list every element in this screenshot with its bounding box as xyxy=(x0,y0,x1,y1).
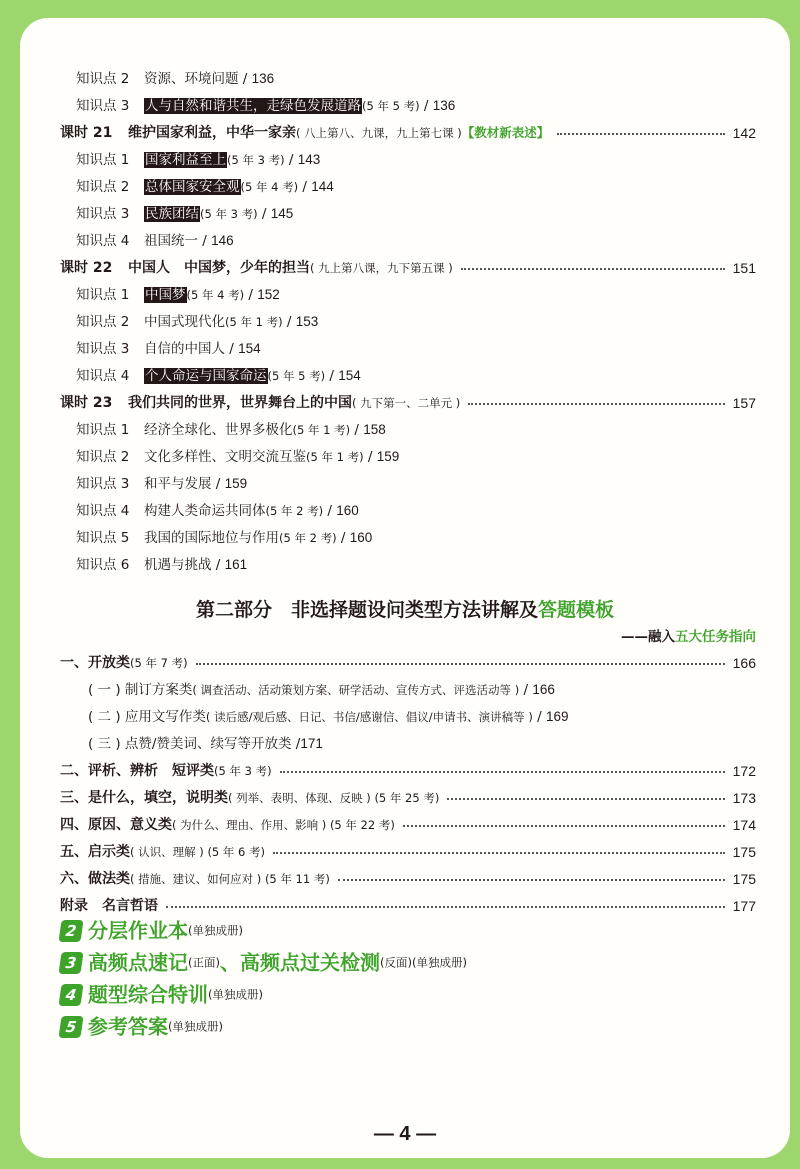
section-note: ( 认识、理解 ) (5 年 6 考) xyxy=(130,845,266,859)
part2-title xyxy=(20,595,790,622)
section-text xyxy=(88,677,555,703)
entry-page: 158 xyxy=(363,422,386,437)
entry-title-highlight: 个人命运与国家命运 xyxy=(145,368,267,384)
entry-title-highlight: 民族团结 xyxy=(145,206,199,222)
lesson-text xyxy=(128,120,549,146)
entry-page: 153 xyxy=(295,314,319,329)
entry-text xyxy=(144,228,234,254)
page-separator: / xyxy=(325,368,339,384)
entry-title-highlight: 人与自然和谐共生，走绿色发展道路 xyxy=(145,98,361,114)
toc-entry[interactable] xyxy=(20,309,790,335)
book-number-badge: 5 xyxy=(58,1016,83,1038)
leader-dots xyxy=(403,825,725,827)
entry-label: 知识点 1 xyxy=(76,152,130,168)
page-separator: / xyxy=(282,314,296,330)
entry-title: 我国的国际地位与作用 xyxy=(144,530,279,546)
page-separator: / xyxy=(519,682,533,698)
toc-subsection[interactable] xyxy=(20,704,790,730)
entry-label: 知识点 4 xyxy=(76,503,130,519)
new-textbook-tag: 【教材新表述】 xyxy=(461,125,550,140)
entry-label: 知识点 1 xyxy=(76,422,130,438)
companion-book-item[interactable] xyxy=(60,947,467,977)
section-title: 一、开放类 xyxy=(60,655,130,671)
exam-frequency: (5 年 1 考) xyxy=(292,423,351,437)
section-title: ( 三 ) 点赞/赞美词、续写等开放类 xyxy=(88,736,292,752)
book-note: (单独成册) xyxy=(188,923,243,938)
toc-entry[interactable] xyxy=(20,417,790,443)
entry-label: 知识点 3 xyxy=(76,98,130,114)
page-separator: / xyxy=(291,736,301,752)
book-title: 高频点速记 xyxy=(88,950,188,975)
lesson-title: 中国人 中国梦，少年的担当 xyxy=(128,260,310,276)
entry-page: 161 xyxy=(224,557,248,572)
section-page: 166 xyxy=(732,655,756,671)
exam-frequency: (5 年 5 考) xyxy=(267,369,326,383)
book-number-badge: 2 xyxy=(58,920,83,942)
toc-section[interactable] xyxy=(20,839,790,865)
book-title: 分层作业本 xyxy=(88,918,188,943)
entry-text xyxy=(144,471,247,497)
page-separator: / xyxy=(211,476,225,492)
section-title: 四、原因、意义类 xyxy=(60,817,172,833)
entry-label: 知识点 6 xyxy=(76,557,130,573)
page-separator: / xyxy=(211,557,225,573)
section-text xyxy=(60,758,272,784)
section-note: (5 年 3 考) xyxy=(214,764,272,778)
entry-label: 知识点 5 xyxy=(76,530,130,546)
leader-dots xyxy=(338,879,725,881)
section-page: 175 xyxy=(732,871,756,887)
lesson-heading[interactable] xyxy=(20,390,790,416)
entry-title-highlight: 总体国家安全观 xyxy=(145,179,240,195)
entry-title: 资源、环境问题 xyxy=(144,71,239,87)
entry-page: 159 xyxy=(376,449,400,464)
entry-text xyxy=(144,552,247,578)
lesson-source: ( 九上第八课，九下第五课 ) xyxy=(310,261,453,275)
lesson-title: 维护国家利益，中华一家亲 xyxy=(128,125,296,141)
companion-book-item[interactable] xyxy=(60,915,243,945)
book-title-secondary: 、高频点过关检测 xyxy=(219,950,380,975)
book-title: 参考答案 xyxy=(88,1014,168,1039)
page-separator: / xyxy=(419,98,433,114)
entry-page: 136 xyxy=(432,98,456,113)
entry-page: 136 xyxy=(251,71,275,86)
toc-section[interactable] xyxy=(20,785,790,811)
exam-frequency: (5 年 2 考) xyxy=(265,504,324,518)
toc-entry[interactable] xyxy=(20,336,790,362)
toc-entry[interactable] xyxy=(20,525,790,551)
toc-page xyxy=(20,18,790,1158)
toc-entry[interactable] xyxy=(20,471,790,497)
page-separator: / xyxy=(363,449,377,465)
page-separator: / xyxy=(350,422,364,438)
toc-entry[interactable] xyxy=(20,174,790,200)
section-text xyxy=(88,704,569,730)
lesson-label: 课时 21 xyxy=(60,125,113,141)
entry-label: 知识点 3 xyxy=(76,341,130,357)
entry-text xyxy=(144,417,386,443)
book-note: (正面) xyxy=(188,955,220,970)
entry-page: 159 xyxy=(224,476,248,491)
leader-dots xyxy=(166,906,725,908)
section-text xyxy=(60,839,265,865)
section-note: ( 为什么、理由、作用、影响 ) (5 年 22 考) xyxy=(172,818,395,832)
section-title: ( 一 ) 制订方案类 xyxy=(88,682,193,698)
toc-subsection[interactable] xyxy=(20,731,790,757)
page-separator: / xyxy=(244,287,258,303)
exam-frequency: (5 年 2 考) xyxy=(279,531,337,545)
entry-label: 知识点 4 xyxy=(76,368,130,384)
exam-frequency: (5 年 5 考) xyxy=(362,99,420,113)
lesson-label: 课时 22 xyxy=(60,260,113,276)
companion-book-item[interactable] xyxy=(60,1011,223,1041)
section-title: ( 二 ) 应用文写作类 xyxy=(88,709,206,725)
lesson-text xyxy=(128,390,460,416)
section-page: 166 xyxy=(532,682,555,697)
toc-entry[interactable] xyxy=(20,93,790,119)
lesson-heading[interactable] xyxy=(20,255,790,281)
lesson-text xyxy=(128,255,453,281)
section-note: ( 读后感/观后感、日记、书信/感谢信、倡议/申请书、演讲稿等 ) xyxy=(205,710,533,724)
book-note: (单独成册) xyxy=(168,1019,223,1034)
section-title: 五、启示类 xyxy=(60,844,130,860)
entry-title: 祖国统一 xyxy=(144,233,198,249)
lesson-source: ( 八上第八、九课，九上第七课 ) xyxy=(296,126,462,140)
entry-title: 和平与发展 xyxy=(144,476,212,492)
entry-label: 知识点 3 xyxy=(76,206,130,222)
section-text xyxy=(60,650,188,676)
lesson-title: 我们共同的世界，世界舞台上的中国 xyxy=(128,395,352,411)
toc-section[interactable] xyxy=(20,866,790,892)
entry-text xyxy=(144,282,280,308)
entry-title: 中国式现代化 xyxy=(144,314,225,330)
entry-page: 144 xyxy=(311,179,334,194)
section-page: 175 xyxy=(732,844,756,860)
entry-text xyxy=(144,93,455,119)
entry-title-highlight: 中国梦 xyxy=(145,287,186,303)
toc-entry[interactable] xyxy=(20,66,790,92)
section-text xyxy=(60,785,439,811)
toc-section[interactable] xyxy=(20,758,790,784)
page-separator: / xyxy=(532,709,546,725)
entry-page: 146 xyxy=(211,233,234,248)
section-page: 174 xyxy=(732,817,756,833)
book-note: (单独成册) xyxy=(208,987,263,1002)
section-page: 173 xyxy=(732,790,756,806)
section-note: ( 调查活动、活动策划方案、研学活动、宣传方式、评选活动等 ) xyxy=(192,683,520,697)
toc-section[interactable] xyxy=(20,812,790,838)
entry-title: 文化多样性、文明交流互鉴 xyxy=(144,449,306,465)
section-note: ( 措施、建议、如何应对 ) (5 年 11 考) xyxy=(130,872,330,886)
entry-title: 机遇与挑战 xyxy=(144,557,212,573)
toc-entry[interactable] xyxy=(20,228,790,254)
part2-title-highlight: 答题模板 xyxy=(538,599,615,621)
section-note: (5 年 7 考) xyxy=(130,656,188,670)
entry-label: 知识点 3 xyxy=(76,476,130,492)
entry-text xyxy=(144,444,399,470)
toc-entry[interactable] xyxy=(20,444,790,470)
entry-title-highlight: 国家利益至上 xyxy=(145,152,226,168)
entry-text xyxy=(144,147,320,173)
page-separator: / xyxy=(225,341,239,357)
exam-frequency: (5 年 4 考) xyxy=(186,288,245,302)
section-note: ( 列举、表明、体现、反映 ) (5 年 25 考) xyxy=(228,791,440,805)
toc-entry[interactable] xyxy=(20,498,790,524)
leader-dots xyxy=(196,663,725,665)
companion-book-item[interactable] xyxy=(60,979,263,1009)
part2-title-main: 第二部分 非选择题设问类型方法讲解及 xyxy=(195,599,538,621)
lesson-page: 142 xyxy=(732,125,756,141)
part2-subtitle xyxy=(621,625,756,645)
page-separator: / xyxy=(257,206,271,222)
entry-label: 知识点 4 xyxy=(76,233,130,249)
exam-frequency: (5 年 3 考) xyxy=(227,153,285,167)
lesson-source: ( 九下第一、二单元 ) xyxy=(352,396,461,410)
entry-label: 知识点 1 xyxy=(76,287,130,303)
toc-entry[interactable] xyxy=(20,552,790,578)
entry-text xyxy=(144,174,334,200)
leader-dots xyxy=(461,268,725,270)
section-title: 三、是什么，填空，说明类 xyxy=(60,790,228,806)
section-page: 169 xyxy=(545,709,569,724)
entry-title: 自信的中国人 xyxy=(144,341,225,357)
entry-text xyxy=(144,201,293,227)
entry-text xyxy=(144,363,361,389)
entry-text xyxy=(144,66,274,92)
leader-dots xyxy=(557,133,724,135)
leader-dots xyxy=(280,771,725,773)
section-title: 六、做法类 xyxy=(60,871,130,887)
part2-subtitle-highlight: 五大任务指向 xyxy=(675,629,756,645)
lesson-label: 课时 23 xyxy=(60,395,113,411)
entry-page: 160 xyxy=(349,530,373,545)
book-note-secondary: (反面)(单独成册) xyxy=(379,955,467,970)
entry-page: 154 xyxy=(238,341,261,356)
entry-page: 145 xyxy=(270,206,294,221)
entry-text xyxy=(144,336,261,362)
entry-page: 152 xyxy=(257,287,280,302)
part2-subtitle-lead: ——融入 xyxy=(621,629,675,645)
leader-dots xyxy=(468,403,724,405)
entry-page: 154 xyxy=(338,368,361,383)
section-text xyxy=(60,812,395,838)
entry-text xyxy=(144,525,372,551)
page-separator: / xyxy=(238,71,252,87)
page-number: — 4 — xyxy=(373,1123,437,1145)
entry-label: 知识点 2 xyxy=(76,449,130,465)
section-page: 172 xyxy=(732,763,756,779)
section-page: 171 xyxy=(300,736,323,751)
entry-page: 143 xyxy=(297,152,321,167)
toc-entry[interactable] xyxy=(20,363,790,389)
exam-frequency: (5 年 1 考) xyxy=(306,450,364,464)
toc-entry[interactable] xyxy=(20,282,790,308)
page-separator: / xyxy=(298,179,312,195)
section-page: 177 xyxy=(732,898,756,914)
page-separator: / xyxy=(336,530,350,546)
section-title: 二、评析、辨析 短评类 xyxy=(60,763,214,779)
section-text xyxy=(88,731,323,757)
entry-page: 160 xyxy=(336,503,359,518)
leader-dots xyxy=(273,852,725,854)
exam-frequency: (5 年 4 考) xyxy=(240,180,299,194)
section-text xyxy=(60,866,330,892)
lesson-page: 151 xyxy=(732,260,756,276)
entry-text xyxy=(144,498,359,524)
section-title: 附录 名言哲语 xyxy=(60,898,158,914)
lesson-heading[interactable] xyxy=(20,120,790,146)
entry-text xyxy=(144,309,318,335)
page-separator: / xyxy=(323,503,337,519)
book-number-badge: 3 xyxy=(58,952,83,974)
toc-entry[interactable] xyxy=(20,201,790,227)
toc-subsection[interactable] xyxy=(20,677,790,703)
toc-section[interactable] xyxy=(20,650,790,676)
entry-title: 经济全球化、世界多极化 xyxy=(144,422,293,438)
entry-label: 知识点 2 xyxy=(76,314,130,330)
toc-entry[interactable] xyxy=(20,147,790,173)
page-separator: / xyxy=(198,233,212,249)
book-number-badge: 4 xyxy=(58,984,83,1006)
leader-dots xyxy=(447,798,724,800)
book-title: 题型综合特训 xyxy=(88,982,208,1007)
page-separator: / xyxy=(284,152,298,168)
entry-label: 知识点 2 xyxy=(76,71,130,87)
entry-label: 知识点 2 xyxy=(76,179,130,195)
entry-title: 构建人类命运共同体 xyxy=(144,503,266,519)
exam-frequency: (5 年 3 考) xyxy=(200,207,258,221)
exam-frequency: (5 年 1 考) xyxy=(225,315,283,329)
lesson-page: 157 xyxy=(732,395,756,411)
